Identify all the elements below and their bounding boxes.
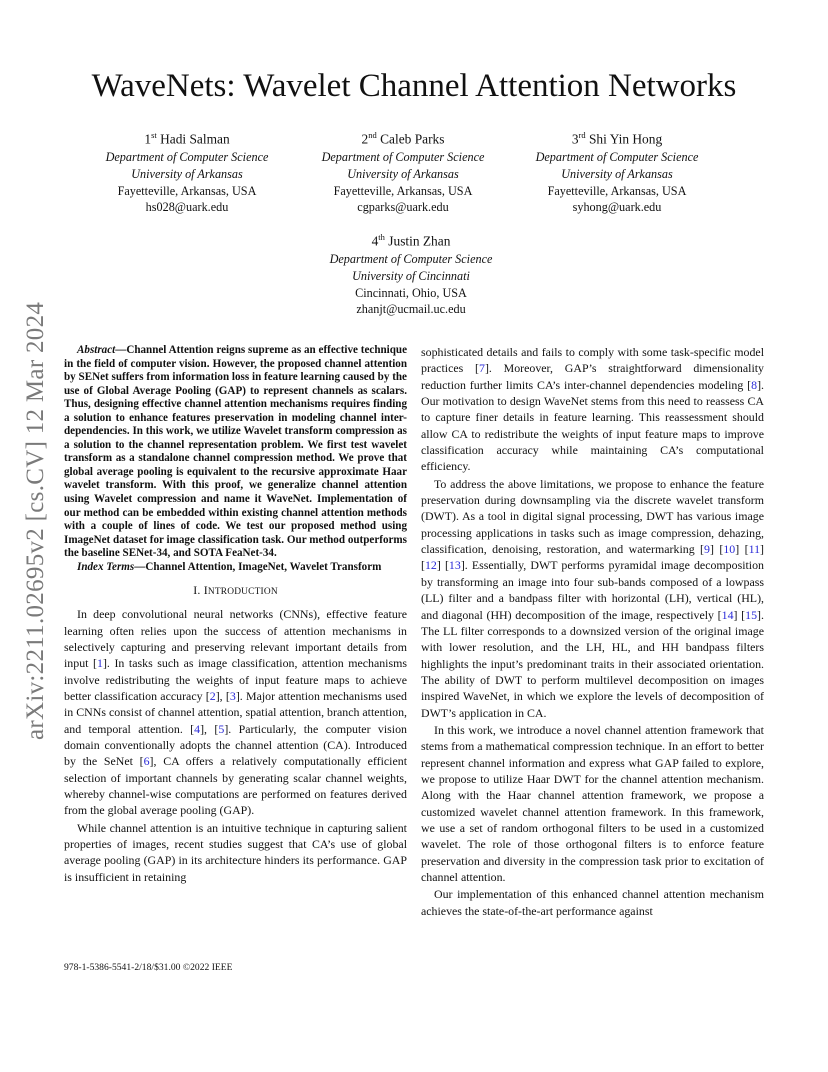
author-email[interactable]: hs028@uark.edu bbox=[145, 200, 229, 215]
citation-link[interactable]: 15 bbox=[745, 607, 758, 622]
abstract bbox=[64, 344, 407, 561]
author-block bbox=[502, 126, 732, 216]
author-department: Department of Computer Science bbox=[329, 252, 493, 267]
citation-link[interactable]: 11 bbox=[748, 542, 761, 557]
author-university: University of Cincinnati bbox=[352, 269, 470, 284]
intro-paragraph: Our implementation of this enhanced channel attention mechanism achieves the state-of-the-art performance against bbox=[421, 887, 764, 918]
author-department: Department of Computer Science bbox=[321, 150, 485, 165]
left-column bbox=[64, 344, 407, 885]
author-email[interactable]: cgparks@uark.edu bbox=[357, 200, 449, 215]
author-name: 4th Justin Zhan bbox=[371, 232, 451, 249]
author-block bbox=[288, 126, 518, 216]
citation-link[interactable]: 13 bbox=[448, 558, 461, 573]
citation-link[interactable]: 9 bbox=[704, 542, 710, 557]
author-university: University of Arkansas bbox=[347, 167, 459, 182]
citation-link[interactable]: 14 bbox=[721, 607, 734, 622]
abstract-label: Abstract bbox=[77, 344, 116, 356]
citation-link[interactable]: 3 bbox=[229, 689, 236, 704]
paper-title: WaveNets: Wavelet Channel Attention Networks bbox=[91, 68, 737, 104]
citation-link[interactable]: 10 bbox=[723, 542, 736, 557]
author-name: 3rd Shi Yin Hong bbox=[571, 130, 663, 147]
author-location: Cincinnati, Ohio, USA bbox=[355, 285, 467, 300]
author-department: Department of Computer Science bbox=[535, 150, 699, 165]
author-email[interactable]: zhanjt@ucmail.uc.edu bbox=[356, 302, 466, 317]
intro-paragraph: To address the above limitations, we propose to enhance the feature preservation during downsampling via the discrete wavelet transform (DWT). As a tool in digital signal processing, DWT has various image processing applications in tasks such as image compression, dehazing, classification, denoising, restoration, and watermarking [9] [10] [11] [12] [13]. Essentially, DWT performs pyramidal image decomposition by transforming an image into four sub-bands composed of a lowpass (LL) filter and a bandpass filter with horizontal (LH), vertical (HL), and diagonal (HH) decomposition of the image, respectively [14] [15]. The LL filter corresponds to a downsized version of the original image with lower resolution, and the LH, HL, and HH bandpass filters highlights the input’s predominant traits in their associated orientation. The ability of DWT to perform multilevel decomposition on images inspired WaveNet, in which we explore the levels of decomposition of DWT’s application in CA. bbox=[421, 476, 764, 720]
abstract-text: —Channel Attention reigns supreme as an effective technique in the field of computer vision. However, the proposed channel attention by SENet suffers from information loss in feature learning caused by the use of Global Average Pooling (GAP) to represent channels as scalars. Thus, designing effective channel attention mechanisms requires finding a solution to enhance features preservation in modeling channel inter-dependencies. In this work, we utilize Wavelet transform compression as a solution to the channel representation problem. We first test wavelet transform as a standalone channel compression method. We prove that global average pooling is equivalent to the recursive approximate Haar wavelet transform. With this proof, we generalize channel attention using Wavelet compression and name it WaveNet. Implementation of our method can be embedded within existing channel attention methods with a couple of lines of code. We test our proposed method using ImageNet dataset for image classification task. Our method outperforms the baseline SENet-34, and SOTA FeaNet-34. bbox=[64, 344, 407, 560]
author-block bbox=[296, 228, 526, 318]
author-department: Department of Computer Science bbox=[105, 150, 269, 165]
intro-paragraph: In this work, we introduce a novel channel attention framework that stems from a mathematical compression technique. In an effort to better represent channel information and express what GAP failed to explore, we propose to utilize Haar DWT for the channel attention mechanism. Along with the Haar channel attention framework, we propose a customized wavelet channel attention framework. In this framework, we use a set of random orthogonal filters to be used in a customized wavelet. The role of those orthogonal filters is to enforce feature preservation and diversity in the compression task prior to excitation of channel attention. bbox=[421, 722, 764, 884]
citation-link[interactable]: 2 bbox=[209, 689, 216, 704]
citation-link[interactable]: 4 bbox=[194, 721, 201, 736]
author-name: 2nd Caleb Parks bbox=[361, 130, 445, 147]
author-location: Fayetteville, Arkansas, USA bbox=[547, 183, 687, 198]
citation-link[interactable]: 8 bbox=[751, 377, 758, 392]
index-terms-text: —Channel Attention, ImageNet, Wavelet Transform bbox=[134, 560, 382, 573]
author-name: 1st Hadi Salman bbox=[144, 130, 230, 147]
author-location: Fayetteville, Arkansas, USA bbox=[117, 183, 257, 198]
citation-link[interactable]: 12 bbox=[424, 558, 437, 573]
intro-paragraph: In deep convolutional neural networks (CNNs), effective feature learning often relies upon the success of attention mechanisms in selectively capturing and preserving relevant important details from input [1]. In tasks such as image classification, attention mechanisms involve redistributing the weights of input feature maps to achieve better classification accuracy [2], [3]. Major attention mechanisms used in CNNs consist of channel attention, spatial attention, branch attention, and temporal attention. [4], [5]. Particularly, the computer vision domain conventionally adopts the channel attention (CA). Introduced by the SeNet [6], CA offers a relatively computationally efficient selection of important channels by generating scalar channel weights, whereby channel-wise computations are performed on features derived from the global average pooling (GAP). bbox=[64, 607, 407, 818]
arxiv-identifier: arXiv:2211.02695v2 [cs.CV] 12 Mar 2024 bbox=[22, 301, 49, 740]
citation-link[interactable]: 6 bbox=[143, 754, 150, 769]
citation-link[interactable]: 1 bbox=[96, 656, 103, 671]
author-email[interactable]: syhong@uark.edu bbox=[572, 200, 662, 215]
intro-paragraph: sophisticated details and fails to comply with some task-specific model practices [7]. Moreover, GAP’s straightforward dimensionality reduction further limits CA’s inter-channel dependencies modeling [8]. Our motivation to design WaveNet stems from this need to reassess CA to capture finer details in feature learning. This reassessment should allow CA to redistribute the weights of input feature maps to improve classification accuracy while maintaining CA’s computational efficiency. bbox=[421, 345, 764, 474]
copyright-footer: 978-1-5386-5541-2/18/$31.00 ©2022 IEEE bbox=[64, 962, 233, 973]
intro-paragraph: While channel attention is an intuitive technique in capturing salient properties of images, recent studies suggest that CA’s use of global average pooling (GAP) in its architecture hinders its performance. GAP is insufficient in retaining bbox=[64, 820, 407, 884]
author-university: University of Arkansas bbox=[561, 167, 673, 182]
author-university: University of Arkansas bbox=[131, 167, 243, 182]
author-block bbox=[72, 126, 302, 216]
index-terms bbox=[64, 561, 407, 575]
citation-link[interactable]: 7 bbox=[478, 361, 485, 376]
right-column bbox=[421, 344, 764, 919]
citation-link[interactable]: 5 bbox=[218, 721, 225, 736]
section-heading: I. INTRODUCTION bbox=[193, 583, 278, 598]
author-location: Fayetteville, Arkansas, USA bbox=[333, 183, 473, 198]
index-terms-label: Index Terms bbox=[77, 560, 135, 573]
